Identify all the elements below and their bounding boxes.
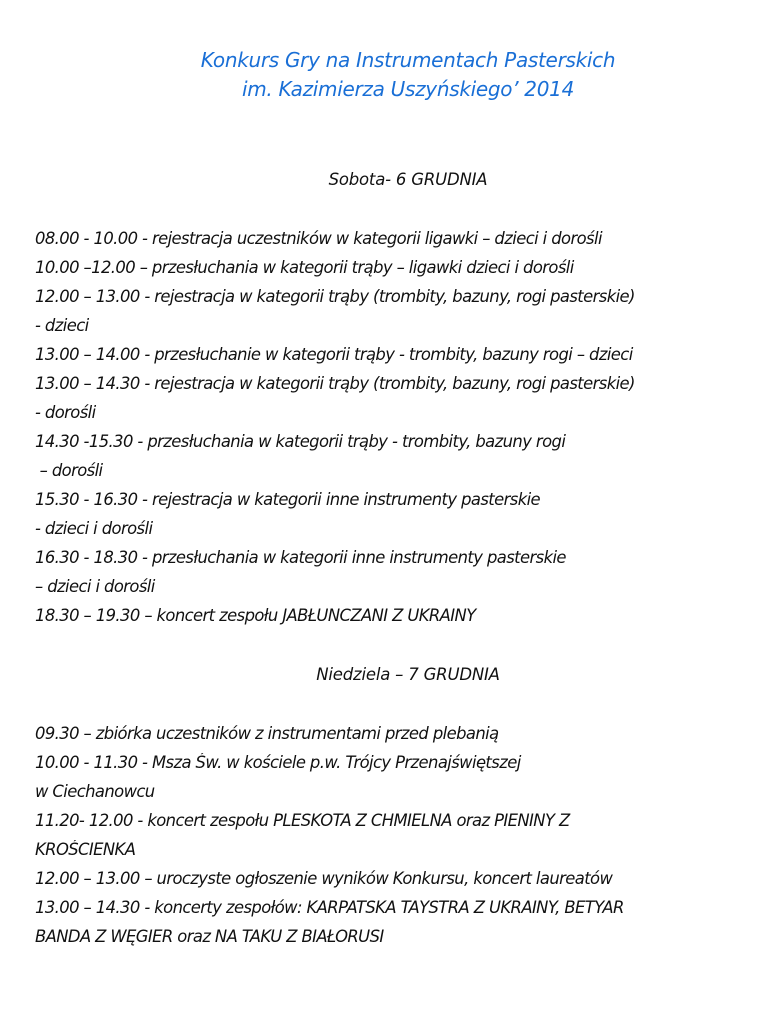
sunday-schedule	[35, 719, 775, 951]
title-line-2: im. Kazimierza Uszyńskiego’ 2014	[241, 77, 575, 101]
title-line-1: Konkurs Gry na Instrumentach Pasterskich	[200, 48, 616, 72]
day-heading-sunday: Niedziela – 7 GRUDNIA	[316, 665, 500, 684]
schedule-line: KROŚCIENKA	[35, 840, 136, 859]
schedule-line: 09.30 – zbiórka uczestników z instrumentami przed plebanią	[35, 724, 499, 743]
saturday-schedule	[35, 224, 775, 630]
schedule-line: - dzieci i dorośli	[35, 519, 153, 538]
schedule-line: 18.30 – 19.30 – koncert zespołu JABŁUNCZANI Z UKRAINY	[35, 606, 476, 625]
schedule-line: 13.00 – 14.30 - rejestracja w kategorii trąby (trombity, bazuny, rogi pasterskie)	[35, 374, 635, 393]
schedule-line: 13.00 – 14.30 - koncerty zespołów: KARPATSKA TAYSTRA Z UKRAINY, BETYAR	[35, 898, 624, 917]
schedule-line: – dzieci i dorośli	[35, 577, 155, 596]
schedule-line: 10.00 - 11.30 - Msza Św. w kościele p.w. Trójcy Przenajświętszej	[35, 753, 521, 772]
schedule-line: 12.00 – 13.00 – uroczyste ogłoszenie wyników Konkursu, koncert laureatów	[35, 869, 613, 888]
schedule-line: 13.00 – 14.00 - przesłuchanie w kategorii trąby - trombity, bazuny rogi – dzieci	[35, 345, 633, 364]
schedule-line: 16.30 - 18.30 - przesłuchania w kategorii inne instrumenty pasterskie	[35, 548, 566, 567]
schedule-line: BANDA Z WĘGIER oraz NA TAKU Z BIAŁORUSI	[35, 927, 384, 946]
schedule-line: 11.20- 12.00 - koncert zespołu PLESKOTA Z CHMIELNA oraz PIENINY Z	[35, 811, 570, 830]
schedule-line: w Ciechanowcu	[35, 782, 155, 801]
day-heading-saturday: Sobota- 6 GRUDNIA	[328, 170, 488, 189]
schedule-line: 08.00 - 10.00 - rejestracja uczestników w kategorii ligawki – dzieci i dorośli	[35, 229, 602, 248]
schedule-line: 15.30 - 16.30 - rejestracja w kategorii inne instrumenty pasterskie	[35, 490, 541, 509]
document-title	[0, 46, 780, 104]
schedule-line: 12.00 – 13.00 - rejestracja w kategorii trąby (trombity, bazuny, rogi pasterskie)	[35, 287, 635, 306]
schedule-line: - dorośli	[35, 403, 96, 422]
schedule-line: – dorośli	[35, 461, 103, 480]
schedule-line: 10.00 –12.00 – przesłuchania w kategorii trąby – ligawki dzieci i dorośli	[35, 258, 574, 277]
schedule-line: - dzieci	[35, 316, 89, 335]
schedule-line: 14.30 -15.30 - przesłuchania w kategorii trąby - trombity, bazuny rogi	[35, 432, 566, 451]
